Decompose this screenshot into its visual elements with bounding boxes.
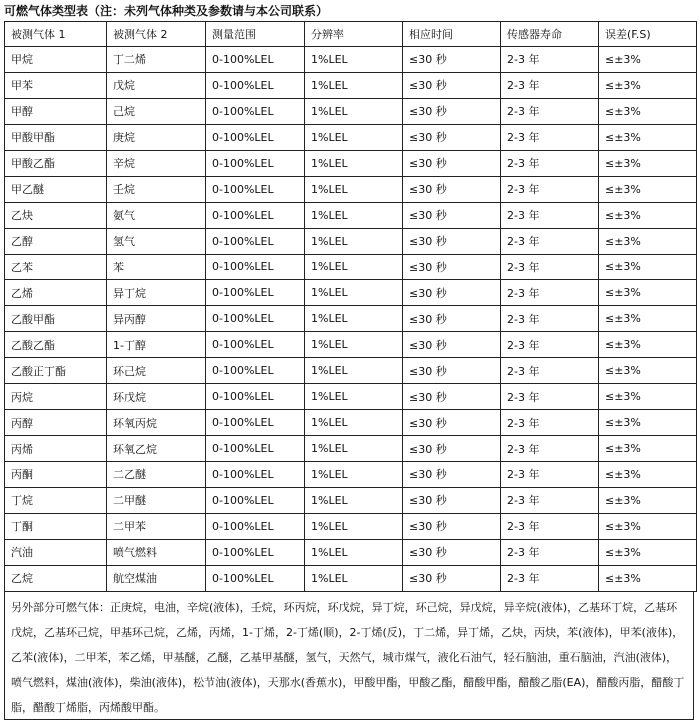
error-cell: ≤±3% (599, 565, 697, 591)
table-row (5, 436, 697, 462)
error-cell: ≤±3% (599, 513, 697, 539)
sensor-life-cell: 2-3 年 (501, 306, 599, 332)
resolution-cell: 1%LEL (305, 358, 403, 384)
table-row (5, 539, 697, 565)
sensor-life-cell: 2-3 年 (501, 332, 599, 358)
sensor-life-cell: 2-3 年 (501, 410, 599, 436)
table-row (5, 462, 697, 488)
gas-1-cell: 甲乙醚 (5, 176, 107, 202)
response-time-cell: ≤30 秒 (403, 487, 501, 513)
header-gas-1: 被测气体 1 (5, 22, 107, 47)
header-sensor-life: 传感器寿命 (501, 22, 599, 47)
gas-1-cell: 乙酸正丁酯 (5, 358, 107, 384)
table-row (5, 176, 697, 202)
sensor-life-cell: 2-3 年 (501, 384, 599, 410)
gas-1-cell: 汽油 (5, 539, 107, 565)
range-cell: 0-100%LEL (206, 98, 305, 124)
gas-2-cell: 辛烷 (107, 150, 206, 176)
response-time-cell: ≤30 秒 (403, 72, 501, 98)
table-row (5, 228, 697, 254)
error-cell: ≤±3% (599, 462, 697, 488)
gas-2-cell: 航空煤油 (107, 565, 206, 591)
gas-2-cell: 环戊烷 (107, 384, 206, 410)
error-cell: ≤±3% (599, 176, 697, 202)
table-row (5, 150, 697, 176)
error-cell: ≤±3% (599, 539, 697, 565)
table-row (5, 384, 697, 410)
gas-1-cell: 丁酮 (5, 513, 107, 539)
response-time-cell: ≤30 秒 (403, 539, 501, 565)
resolution-cell: 1%LEL (305, 487, 403, 513)
table-row (5, 254, 697, 280)
error-cell: ≤±3% (599, 254, 697, 280)
range-cell: 0-100%LEL (206, 410, 305, 436)
error-cell: ≤±3% (599, 98, 697, 124)
gas-2-cell: 1-丁醇 (107, 332, 206, 358)
gas-1-cell: 甲酸乙酯 (5, 150, 107, 176)
range-cell: 0-100%LEL (206, 513, 305, 539)
gas-2-cell: 氨气 (107, 202, 206, 228)
page-title: 可燃气体类型表（注：未列气体种类及参数请与本公司联系） (4, 4, 329, 18)
response-time-cell: ≤30 秒 (403, 228, 501, 254)
sensor-life-cell: 2-3 年 (501, 436, 599, 462)
resolution-cell: 1%LEL (305, 98, 403, 124)
gas-2-cell: 喷气燃料 (107, 539, 206, 565)
table-row (5, 47, 697, 73)
range-cell: 0-100%LEL (206, 384, 305, 410)
resolution-cell: 1%LEL (305, 539, 403, 565)
response-time-cell: ≤30 秒 (403, 462, 501, 488)
resolution-cell: 1%LEL (305, 565, 403, 591)
gas-2-cell: 苯 (107, 254, 206, 280)
sensor-life-cell: 2-3 年 (501, 124, 599, 150)
error-cell: ≤±3% (599, 384, 697, 410)
header-range: 测量范围 (206, 22, 305, 47)
response-time-cell: ≤30 秒 (403, 513, 501, 539)
range-cell: 0-100%LEL (206, 254, 305, 280)
response-time-cell: ≤30 秒 (403, 47, 501, 73)
header-gas-2: 被测气体 2 (107, 22, 206, 47)
sensor-life-cell: 2-3 年 (501, 539, 599, 565)
response-time-cell: ≤30 秒 (403, 202, 501, 228)
gas-2-cell: 环氧乙烷 (107, 436, 206, 462)
sensor-life-cell: 2-3 年 (501, 150, 599, 176)
response-time-cell: ≤30 秒 (403, 254, 501, 280)
range-cell: 0-100%LEL (206, 202, 305, 228)
sensor-life-cell: 2-3 年 (501, 176, 599, 202)
gas-1-cell: 乙烯 (5, 280, 107, 306)
table-row (5, 487, 697, 513)
response-time-cell: ≤30 秒 (403, 176, 501, 202)
gas-1-cell: 丙烷 (5, 384, 107, 410)
table-row (5, 565, 697, 591)
response-time-cell: ≤30 秒 (403, 358, 501, 384)
gas-1-cell: 乙酸甲酯 (5, 306, 107, 332)
sensor-life-cell: 2-3 年 (501, 462, 599, 488)
sensor-life-cell: 2-3 年 (501, 47, 599, 73)
sensor-life-cell: 2-3 年 (501, 98, 599, 124)
response-time-cell: ≤30 秒 (403, 410, 501, 436)
resolution-cell: 1%LEL (305, 280, 403, 306)
error-cell: ≤±3% (599, 124, 697, 150)
gas-1-cell: 甲烷 (5, 47, 107, 73)
response-time-cell: ≤30 秒 (403, 124, 501, 150)
range-cell: 0-100%LEL (206, 228, 305, 254)
resolution-cell: 1%LEL (305, 384, 403, 410)
range-cell: 0-100%LEL (206, 150, 305, 176)
range-cell: 0-100%LEL (206, 358, 305, 384)
gas-2-cell: 二甲苯 (107, 513, 206, 539)
header-error: 误差(F.S) (599, 22, 697, 47)
sensor-life-cell: 2-3 年 (501, 358, 599, 384)
gas-1-cell: 丙醇 (5, 410, 107, 436)
range-cell: 0-100%LEL (206, 436, 305, 462)
table-row (5, 410, 697, 436)
header-resolution: 分辨率 (305, 22, 403, 47)
gas-2-cell: 氢气 (107, 228, 206, 254)
sensor-life-cell: 2-3 年 (501, 513, 599, 539)
resolution-cell: 1%LEL (305, 462, 403, 488)
resolution-cell: 1%LEL (305, 124, 403, 150)
error-cell: ≤±3% (599, 306, 697, 332)
resolution-cell: 1%LEL (305, 513, 403, 539)
resolution-cell: 1%LEL (305, 436, 403, 462)
gas-1-cell: 乙醇 (5, 228, 107, 254)
resolution-cell: 1%LEL (305, 254, 403, 280)
error-cell: ≤±3% (599, 72, 697, 98)
gas-1-cell: 乙烷 (5, 565, 107, 591)
gas-2-cell: 异丙醇 (107, 306, 206, 332)
response-time-cell: ≤30 秒 (403, 150, 501, 176)
gas-2-cell: 己烷 (107, 98, 206, 124)
header-response-time: 相应时间 (403, 22, 501, 47)
gas-2-cell: 二甲醚 (107, 487, 206, 513)
response-time-cell: ≤30 秒 (403, 332, 501, 358)
sensor-life-cell: 2-3 年 (501, 202, 599, 228)
gas-1-cell: 甲苯 (5, 72, 107, 98)
gas-2-cell: 异丁烷 (107, 280, 206, 306)
error-cell: ≤±3% (599, 436, 697, 462)
response-time-cell: ≤30 秒 (403, 436, 501, 462)
response-time-cell: ≤30 秒 (403, 280, 501, 306)
gas-type-table (4, 21, 697, 592)
resolution-cell: 1%LEL (305, 410, 403, 436)
table-row (5, 306, 697, 332)
table-row (5, 513, 697, 539)
response-time-cell: ≤30 秒 (403, 565, 501, 591)
gas-2-cell: 二乙醚 (107, 462, 206, 488)
sensor-life-cell: 2-3 年 (501, 565, 599, 591)
gas-1-cell: 乙炔 (5, 202, 107, 228)
gas-2-cell: 庚烷 (107, 124, 206, 150)
range-cell: 0-100%LEL (206, 462, 305, 488)
table-row (5, 72, 697, 98)
range-cell: 0-100%LEL (206, 72, 305, 98)
gas-2-cell: 丁二烯 (107, 47, 206, 73)
gas-2-cell: 环氧丙烷 (107, 410, 206, 436)
error-cell: ≤±3% (599, 332, 697, 358)
resolution-cell: 1%LEL (305, 72, 403, 98)
gas-1-cell: 乙苯 (5, 254, 107, 280)
table-row (5, 332, 697, 358)
resolution-cell: 1%LEL (305, 202, 403, 228)
gas-1-cell: 甲醇 (5, 98, 107, 124)
error-cell: ≤±3% (599, 358, 697, 384)
error-cell: ≤±3% (599, 47, 697, 73)
response-time-cell: ≤30 秒 (403, 306, 501, 332)
response-time-cell: ≤30 秒 (403, 98, 501, 124)
error-cell: ≤±3% (599, 487, 697, 513)
error-cell: ≤±3% (599, 228, 697, 254)
gas-1-cell: 乙酸乙酯 (5, 332, 107, 358)
table-row (5, 98, 697, 124)
resolution-cell: 1%LEL (305, 332, 403, 358)
table-header-row (5, 22, 697, 47)
range-cell: 0-100%LEL (206, 332, 305, 358)
gas-2-cell: 戊烷 (107, 72, 206, 98)
error-cell: ≤±3% (599, 202, 697, 228)
table-row (5, 358, 697, 384)
gas-2-cell: 环己烷 (107, 358, 206, 384)
range-cell: 0-100%LEL (206, 306, 305, 332)
gas-1-cell: 丙烯 (5, 436, 107, 462)
error-cell: ≤±3% (599, 280, 697, 306)
range-cell: 0-100%LEL (206, 539, 305, 565)
resolution-cell: 1%LEL (305, 176, 403, 202)
sensor-life-cell: 2-3 年 (501, 487, 599, 513)
sensor-life-cell: 2-3 年 (501, 228, 599, 254)
sensor-life-cell: 2-3 年 (501, 254, 599, 280)
range-cell: 0-100%LEL (206, 280, 305, 306)
range-cell: 0-100%LEL (206, 487, 305, 513)
range-cell: 0-100%LEL (206, 176, 305, 202)
sensor-life-cell: 2-3 年 (501, 72, 599, 98)
resolution-cell: 1%LEL (305, 306, 403, 332)
sensor-life-cell: 2-3 年 (501, 280, 599, 306)
gas-table-body (5, 22, 697, 592)
gas-1-cell: 丙酮 (5, 462, 107, 488)
table-row (5, 280, 697, 306)
error-cell: ≤±3% (599, 150, 697, 176)
error-cell: ≤±3% (599, 410, 697, 436)
range-cell: 0-100%LEL (206, 47, 305, 73)
table-row (5, 124, 697, 150)
gas-1-cell: 丁烷 (5, 487, 107, 513)
range-cell: 0-100%LEL (206, 565, 305, 591)
resolution-cell: 1%LEL (305, 228, 403, 254)
range-cell: 0-100%LEL (206, 124, 305, 150)
response-time-cell: ≤30 秒 (403, 384, 501, 410)
gas-1-cell: 甲酸甲酯 (5, 124, 107, 150)
resolution-cell: 1%LEL (305, 47, 403, 73)
gas-2-cell: 壬烷 (107, 176, 206, 202)
other-gases-note: 另外部分可燃气体：正庚烷，电油，辛烷(液体)，壬烷，环丙烷，环戊烷，异丁烷，环己烷，异戊烷，异辛烷(液体)，乙基环丁烷，乙基环戊烷，乙基环己烷，甲基环己烷，乙烯，丙烯，1-丁烯，2-丁烯(顺)，2-丁烯(反)，丁二烯，异丁烯，乙炔，丙炔，苯(液体)，甲苯(液体)，乙苯(液体)，二甲苯，苯乙烯，甲基醚，乙醚，乙基甲基醚，氢气，天然气，城市煤气，液化石油气，轻石脑油，重石脑油，汽油(液体)，喷气燃料，煤油(液体)，柴油(液体)，松节油(液体)，天那水(香蕉水)，甲酸甲酯，甲酸乙酯，醋酸甲酯，醋酸乙脂(EA)，醋酸丙脂，醋酸丁脂，醋酸丁烯脂，丙烯酸甲酯。 (4, 592, 694, 720)
table-row (5, 202, 697, 228)
resolution-cell: 1%LEL (305, 150, 403, 176)
